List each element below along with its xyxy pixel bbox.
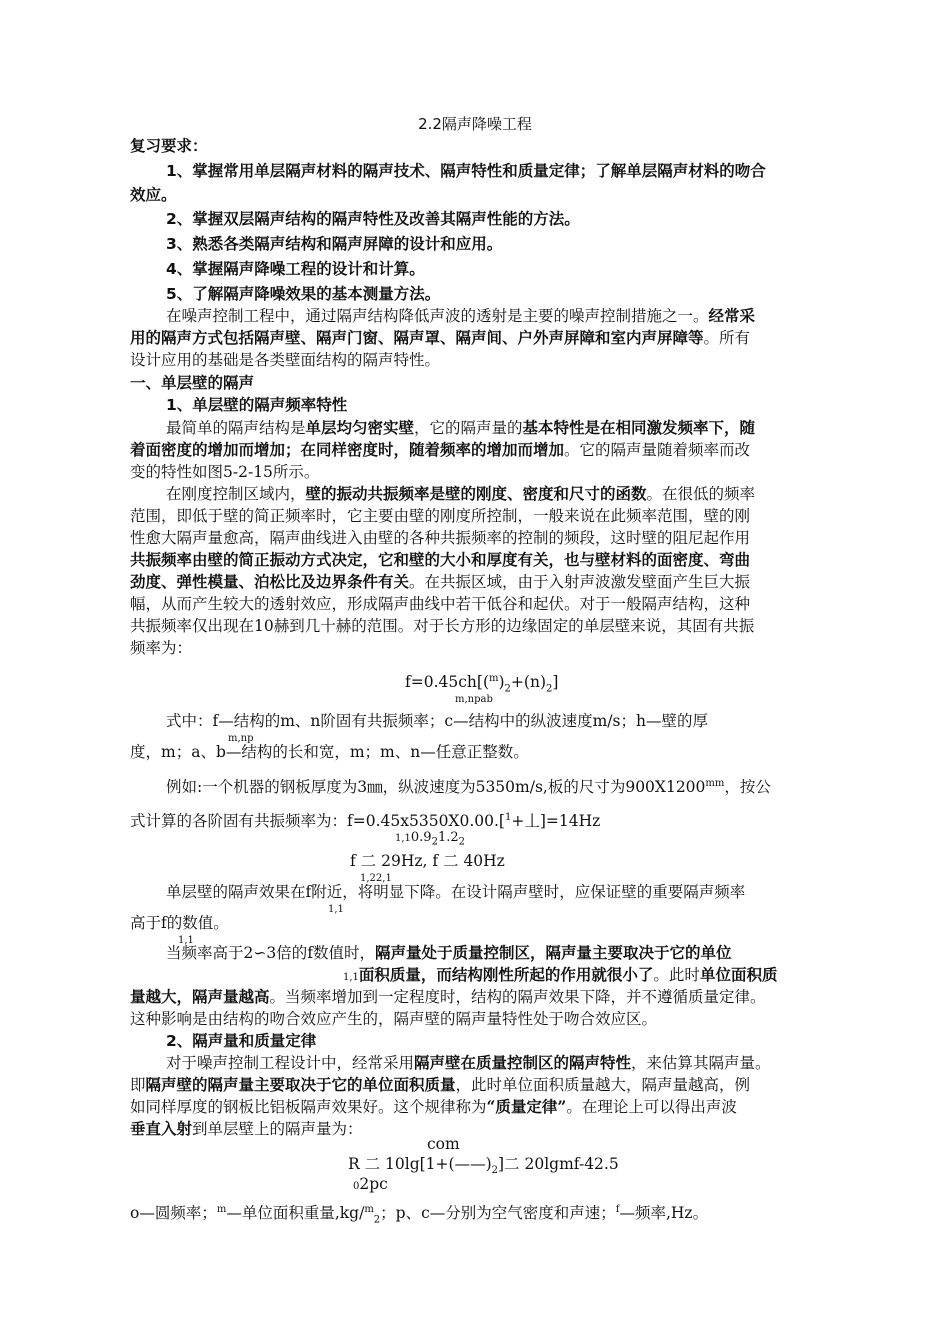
equation-resonance-sub <box>455 686 493 711</box>
para1-line-2 <box>130 439 750 461</box>
para2-line-7: 共振频率仅出现在10赫到几十赫的范围。对于长方形的边缘固定的单层壁来说，其固有共振 <box>130 617 755 635</box>
equation-mass-law-denominator <box>353 1173 388 1198</box>
eq-sub: m,npab <box>455 694 493 705</box>
bold-run: 隔声壁在质量控制区的隔声特性 <box>414 1053 632 1072</box>
eq-sub: 0 <box>353 1181 360 1192</box>
text-run: 。它的隔声量随着频率而改 <box>564 441 751 459</box>
bold-run: 面积质量，而结构刚性所起的作用就很小了 <box>358 965 654 984</box>
eq-sub: 2 <box>546 683 553 695</box>
bold-run: 量越大，隔声量越高 <box>130 987 270 1006</box>
requirement-3: 3、熟悉各类隔声结构和隔声屏障的设计和应用。 <box>166 235 503 253</box>
para2-line-4: 共振频率由壁的简正振动方式决定，它和壁的大小和厚度有关，也与壁材料的面密度、弯曲 <box>130 550 751 569</box>
para3-line-2-sub: 1,1 <box>178 935 194 946</box>
eq-part: 2pc <box>359 1175 388 1193</box>
text-run: —单位面积重量,kg/ <box>226 1204 365 1223</box>
intro-bold: 用的隔声方式包括隔声壁、隔声门窗、隔声罩、隔声间、户外声屏障和室内声屏障等 <box>130 328 704 347</box>
where-line-1-sub: m,np <box>228 733 254 744</box>
text-run: ，来估算其隔声量。 <box>631 1054 771 1072</box>
requirement-1: 1、掌握常用单层隔声材料的隔声技术、隔声特性和质量定律；了解单层隔声材料的吻合 <box>166 162 766 180</box>
where-line-1: 式中：f—结构的m、n阶固有共振频率；c—结构中的纵波速度m/s；h—壁的厚 <box>166 712 708 730</box>
eq-part: ]二 20lgmf-42.5 <box>498 1155 619 1173</box>
para2-line-5 <box>130 571 750 593</box>
text-run: 当频率高于2∽3倍的f数值时， <box>166 944 375 962</box>
eq-sup: f <box>615 1204 620 1215</box>
text-run: 0.9 <box>410 830 432 845</box>
eq-sub: 1,1 <box>343 972 359 983</box>
eq-sub: 2 <box>431 836 438 848</box>
eq-sub: 2 <box>504 683 511 695</box>
bold-run: 隔声壁的隔声量主要取决于它的单位面积质量 <box>145 1075 456 1094</box>
review-heading: 复习要求： <box>130 137 208 155</box>
subsection-heading-2: 2、隔声量和质量定律 <box>166 1032 317 1050</box>
document-title: 2.2隔声降噪工程 <box>418 115 532 133</box>
text-run: 即 <box>130 1076 146 1094</box>
para2-line-2: 范围，即低于壁的简正频率时，它主要由壁的刚度所控制，一般来说在此频率范围，壁的刚 <box>130 507 751 525</box>
bold-run: 壁的振动共振频率是壁的刚度、密度和尺寸的函数 <box>305 484 647 503</box>
symbol-definitions <box>130 1199 708 1231</box>
para5-line-2 <box>130 1074 750 1096</box>
para3-line-1: 单层壁的隔声效果在f附近，将明显下降。在设计隔声壁时，应保证壁的重要隔声频率 <box>166 883 746 901</box>
para2-line-1 <box>166 483 755 505</box>
eq-part: R 二 10lg[1+(——) <box>348 1155 492 1173</box>
section-heading-1: 一、单层壁的隔声 <box>130 374 255 392</box>
intro-line-3: 设计应用的基础是各类壁面结构的隔声特性。 <box>130 351 441 369</box>
equation-mass-law-numerator: com <box>427 1135 460 1153</box>
text-run: 。此时 <box>653 966 700 984</box>
para2-line-6: 幅，从而产生较大的透射效应，形成隔声曲线中若干低谷和起伏。对于一般隔声结构，这种 <box>130 595 751 613</box>
intro-text: 。所有 <box>703 329 751 347</box>
para2-line-3: 性愈大隔声量愈高，隔声曲线进入由壁的各种共振频率的控制的频段，这时壁的阻尼起作用 <box>130 529 751 547</box>
eq-sub: 2 <box>373 1214 381 1226</box>
subsection-heading-1: 1、单层壁的隔声频率特性 <box>166 396 348 414</box>
eq-sup: 1 <box>504 812 512 823</box>
where-line-2: 度，m；a、b—结构的长和宽，m；m、n—任意正整数。 <box>130 743 529 761</box>
eq-part: +(n) <box>510 673 546 692</box>
para4-line-4: 这种影响是由结构的吻合效应产生的，隔声壁的隔声量特性处于吻合效应区。 <box>130 1010 658 1028</box>
para3-line-2: 高于f的数值。 <box>130 914 229 932</box>
text-run: 如同样厚度的钢板比铝板隔声效果好。这个规律称为 <box>130 1098 487 1116</box>
eq-sup: m <box>489 673 499 684</box>
eq-sup: mm <box>705 778 725 789</box>
example-line-4-sub: 1,22,1 <box>360 873 392 884</box>
example-line-1 <box>166 773 771 798</box>
para4-line-3 <box>130 986 766 1008</box>
intro-text: 在噪声控制工程中，通过隔声结构降低声波的透射是主要的噪声控制措施之一。 <box>166 307 709 325</box>
equation-mass-law <box>348 1153 619 1182</box>
requirement-2: 2、掌握双层隔声结构的隔声特性及改善其隔声性能的方法。 <box>166 210 580 228</box>
eq-part: f=0.45ch[( <box>405 673 489 692</box>
example-line-2 <box>130 807 600 832</box>
bold-run: 着面密度的增加而增加；在同样密度时，随着频率的增加而增加 <box>130 440 565 459</box>
bold-run: 垂直入射 <box>130 1119 193 1138</box>
para5-line-3 <box>130 1096 737 1118</box>
eq-part: ] <box>552 673 559 692</box>
text-run: ；p、c—分别为空气密度和声速； <box>380 1204 616 1223</box>
example-line-4: f 二 29Hz, f 二 40Hz <box>350 852 505 870</box>
intro-bold: 经常采 <box>708 306 756 325</box>
eq-sub: 2 <box>458 836 466 848</box>
bold-run: 单层均匀密实壁 <box>305 418 415 437</box>
text-run: ，按公 <box>724 778 771 797</box>
bold-run: “质量定律” <box>486 1097 567 1116</box>
para1-line-1 <box>166 417 755 439</box>
requirement-5: 5、了解隔声降噪效果的基本测量方法。 <box>166 285 441 303</box>
bold-run: 隔声量处于质量控制区，隔声量主要取决于它的单位 <box>374 943 732 962</box>
eq-sup: m <box>364 1204 374 1215</box>
text-run: 1.2 <box>437 830 459 845</box>
text-run: ，此时单位面积质量越大，隔声量越高，例 <box>455 1076 751 1094</box>
bold-run: 单位面积质 <box>699 965 778 984</box>
text-run: 。在共振区域，由于入射声波激发壁面产生巨大振 <box>409 573 751 591</box>
text-run: 在刚度控制区域内， <box>166 485 306 503</box>
para3-line-1-sub: 1,1 <box>328 904 344 915</box>
text-run: 到单层壁上的隔声量为： <box>192 1120 363 1138</box>
para2-line-8: 频率为： <box>130 639 193 657</box>
intro-line-2 <box>130 327 750 349</box>
text-run: 。在很低的频率 <box>646 485 756 503</box>
eq-sub: 2 <box>491 1165 498 1177</box>
text-run: —频率,Hz。 <box>619 1204 709 1223</box>
text-run: 例如:一个机器的钢板厚度为3㎜，纵波速度为5350m/s,板的尺寸为900X1200 <box>166 778 706 797</box>
text-run: o <box>130 1204 140 1223</box>
para5-line-1 <box>166 1052 771 1074</box>
text-run: 。当频率增加到一定程度时，结构的隔声效果下降，并不遵循质量定律。 <box>269 988 766 1006</box>
bold-run: 基本特性是在相同激发频率下，随 <box>522 418 756 437</box>
text-run: 式计算的各阶固有共振频率为：f=0.45x5350X0.00.[ <box>130 812 505 831</box>
text-run: ，它的隔声量的 <box>414 419 523 437</box>
eq-part: ) <box>498 673 505 692</box>
text-run: 。在理论上可以得出声波 <box>566 1098 737 1116</box>
eq-sup: m <box>216 1204 227 1215</box>
para4-line-1 <box>166 942 731 964</box>
requirement-4: 4、掌握隔声降噪工程的设计和计算。 <box>166 260 425 278</box>
requirement-1-cont: 效应。 <box>130 186 177 204</box>
text-run: —圆频率； <box>139 1204 217 1223</box>
text-run: +丄]=14Hz <box>511 812 601 831</box>
bold-run: 劲度、弹性模量、泊松比及边界条件有关 <box>130 572 410 591</box>
intro-line-1 <box>166 305 755 327</box>
text-run: 对于噪声控制工程设计中，经常采用 <box>166 1054 415 1072</box>
text-run: 最简单的隔声结构是 <box>166 419 306 437</box>
eq-sub: 1,1 <box>395 833 411 844</box>
para5-line-4 <box>130 1118 363 1140</box>
para1-line-3: 变的特性如图5-2-15所示。 <box>130 463 320 481</box>
